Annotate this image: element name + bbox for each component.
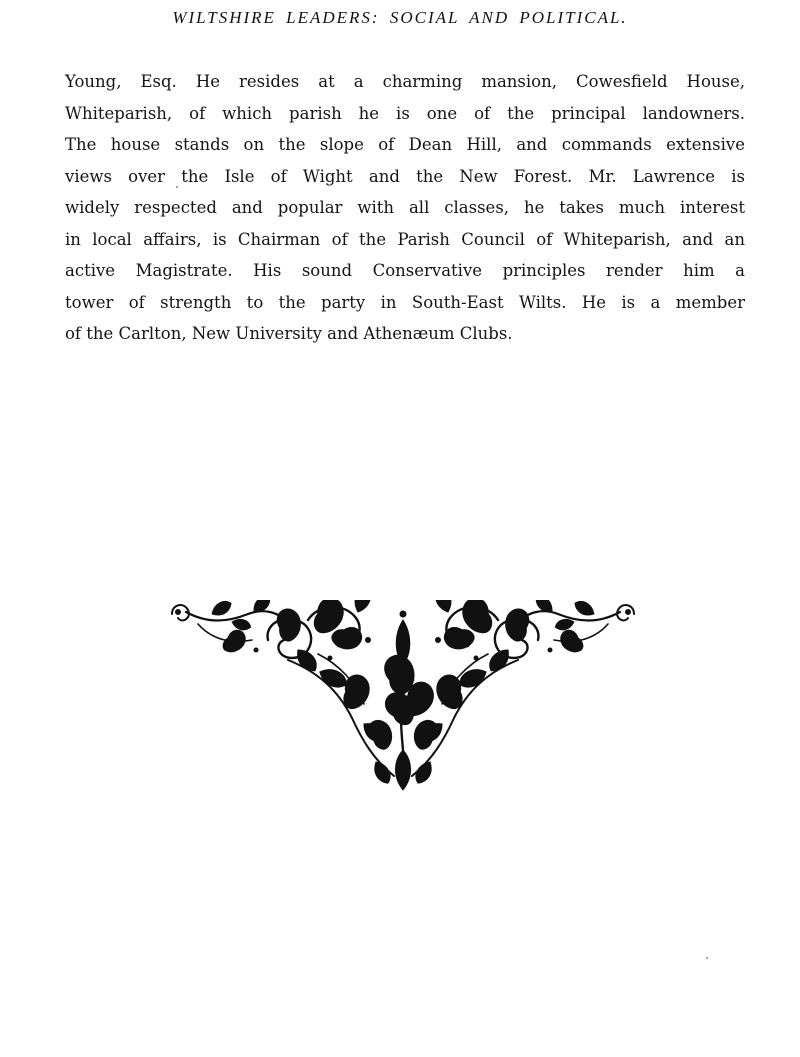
paper-speck (176, 186, 178, 188)
running-head: WILTSHIRE LEADERS: SOCIAL AND POLITICAL. (172, 8, 628, 27)
floral-tailpiece-icon (168, 600, 638, 795)
body-line-8: tower of strength to the party in South-East Wilts. He is a member (65, 292, 745, 312)
paper-speck (706, 957, 708, 959)
body-line-1: Young, Esq. He resides at a charming mansion, Cowesfield House, (65, 72, 745, 91)
body-line-4: views over the Isle of Wight and the New Forest. Mr. Lawrence is (65, 166, 745, 186)
body-line-7: active Magistrate. His sound Conservative principles render him a (65, 261, 745, 280)
body-line-6: in local affairs, is Chairman of the Parish Council of Whiteparish, and an (65, 229, 745, 249)
body-line-5: widely respected and popular with all classes, he takes much interest (65, 198, 745, 217)
body-line-3: The house stands on the slope of Dean Hill, and commands extensive (65, 135, 745, 154)
body-paragraph (65, 66, 745, 350)
body-line-9: of the Carlton, New University and Athenæum Clubs. (65, 324, 513, 343)
body-line-2: Whiteparish, of which parish he is one of the principal landowners. (65, 103, 745, 123)
